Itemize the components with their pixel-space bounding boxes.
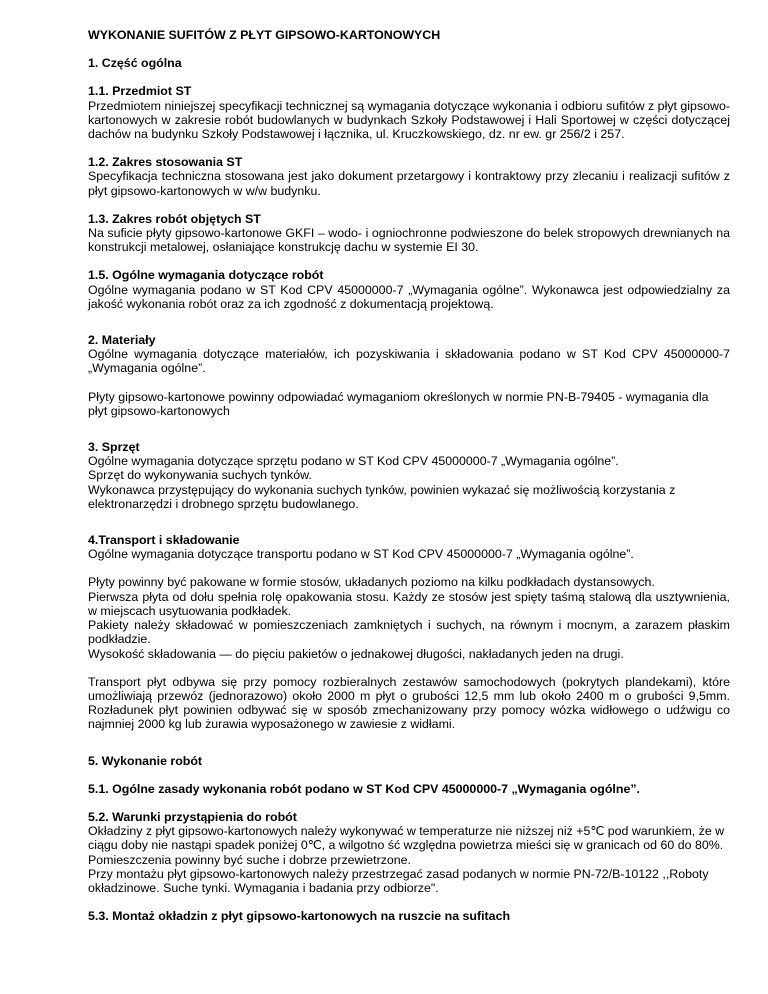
section-3-line-1: Ogólne wymagania dotyczące sprzętu podano w ST Kod CPV 45000000-7 „Wymagania ogólne”. — [88, 454, 619, 469]
section-5-2-heading: 5.2. Warunki przystąpienia do robót — [88, 809, 297, 824]
section-5-3-heading: 5.3. Montaż okładzin z płyt gipsowo-kartonowych na ruszcie na sufitach — [88, 909, 511, 924]
section-2-paragraph-2: Płyty gipsowo-kartonowe powinny odpowiadać wymaganiom określonych w normie PN-B-79405 - wymagania dla płyt gipsowo-kartonowych — [88, 389, 709, 418]
section-1-2-text: Specyfikacja techniczna stosowana jest jako dokument przetargowy i kontraktowy przy zlecaniu i realizacji sufitów z płyt gipsowo-kartonowych w w/w budynku. — [88, 169, 730, 198]
section-5-1-heading: 5.1. Ogólne zasady wykonania robót podano w ST Kod CPV 45000000-7 „Wymagania ogólne”. — [88, 781, 640, 796]
section-1-2-heading: 1.2. Zakres stosowania ST — [88, 155, 243, 170]
section-4-paragraph-2c: Pakiety należy składować w pomieszczeniach zamkniętych i suchych, na równym i mocnym, a zarazem płaskim podkładzie. — [88, 618, 730, 647]
document-title: WYKONANIE SUFITÓW Z PŁYT GIPSOWO-KARTONOWYCH — [88, 28, 441, 42]
section-4-paragraph-2a: Płyty powinny być pakowane w formie stosów, układanych poziomo na kilku podkładach dystansowych. — [88, 575, 655, 590]
section-4-paragraph-3: Transport płyt odbywa się przy pomocy rozbieralnych zestawów samochodowych (pokrytych plandekami), które umożliwiają przewóz (jednorazowo) około 2000 m płyt o grubości 12,5 mm lub około 2400 m o grubości 9,5mm. Rozładunek płyt powinien odbywać się w sposób zmechanizowany przy pomocy wózka widłowego o udźwigu co najmniej 2000 kg lub żurawia wyposażonego w zawiesie z widłami. — [88, 674, 730, 732]
section-1-5-text: Ogólne wymagania podano w ST Kod CPV 45000000-7 „Wymagania ogólne”. Wykonawca jest odpowiedzialny za jakość wykonania robót oraz za ich zgodność z dokumentacją projektową. — [88, 282, 730, 311]
section-3-line-2: Sprzęt do wykonywania suchych tynków. — [88, 468, 312, 483]
section-4-heading: 4.Transport i składowanie — [88, 533, 240, 548]
section-1-heading: 1. Część ogólna — [88, 56, 182, 71]
section-5-2-line-2: Pomieszczenia powinny być suche i dobrze przewietrzone. — [88, 852, 412, 867]
document-page — [88, 28, 730, 923]
section-4-paragraph-2b: Pierwsza płyta od dołu spełnia rolę opakowania stosu. Każdy ze stosów jest spięty taśmą stalową dla usztywnienia, w miejscach usytuowania podkładek. — [88, 589, 730, 618]
section-1-3-heading: 1.3. Zakres robót objętych ST — [88, 211, 261, 226]
section-1-1-heading: 1.1. Przedmiot ST — [88, 84, 192, 99]
section-5-2-line-3: Przy montażu płyt gipsowo-kartonowych należy przestrzegać zasad podanych w normie PN-72/B-10122 ,,Roboty okładzinowe. Suche tynki. Wymagania i badania przy odbiorze". — [88, 866, 709, 895]
section-1-3-text: Na suficie płyty gipsowo-kartonowe GKFI – wodo- i ogniochronne podwieszone do belek stropowych drewnianych na konstrukcji metalowej, osłaniające konstrukcję dachu w systemie EI 30. — [88, 226, 730, 255]
section-5-heading: 5. Wykonanie robót — [88, 753, 203, 768]
section-2-heading: 2. Materiały — [88, 333, 156, 348]
section-4-paragraph-1: Ogólne wymagania dotyczące transportu podano w ST Kod CPV 45000000-7 „Wymagania ogólne”. — [88, 547, 634, 562]
section-3-line-3: Wykonawca przystępujący do wykonania suchych tynków, powinien wykazać się możliwością korzystania z elektronarzędzi i drobnego sprzętu budowlanego. — [88, 482, 676, 511]
section-3-heading: 3. Sprzęt — [88, 440, 140, 455]
section-2-paragraph-1: Ogólne wymagania dotyczące materiałów, ich pozyskiwania i składowania podano w ST Kod CPV 45000000-7 „Wymagania ogólne”. — [88, 347, 730, 376]
section-1-5-heading: 1.5. Ogólne wymagania dotyczące robót — [88, 268, 324, 283]
section-1-1-text: Przedmiotem niniejszej specyfikacji technicznej są wymagania dotyczące wykonania i odbioru sufitów z płyt gipsowo-kartonowych w zakresie robót budowlanych w budynkach Szkoły Podstawowej i Hali Sportowej w części dotyczącej dachów na budynku Szkoły Podstawowej i łącznika, ul. Kruczkowskiego, dz. nr ew. gr 256/2 i 257. — [88, 98, 730, 142]
section-4-paragraph-2d: Wysokość składowania — do pięciu pakietów o jednakowej długości, nakładanych jeden na drugi. — [88, 646, 624, 661]
section-5-2-line-1: Okładziny z płyt gipsowo-kartonowych należy wykonywać w temperaturze nie niższej niż +5℃ pod warunkiem, że w ciągu doby nie nastąpi spadek poniżej 0℃, a wilgotno ść względna powietrza mieści się w granicach od 60 do 80%. — [88, 824, 725, 853]
